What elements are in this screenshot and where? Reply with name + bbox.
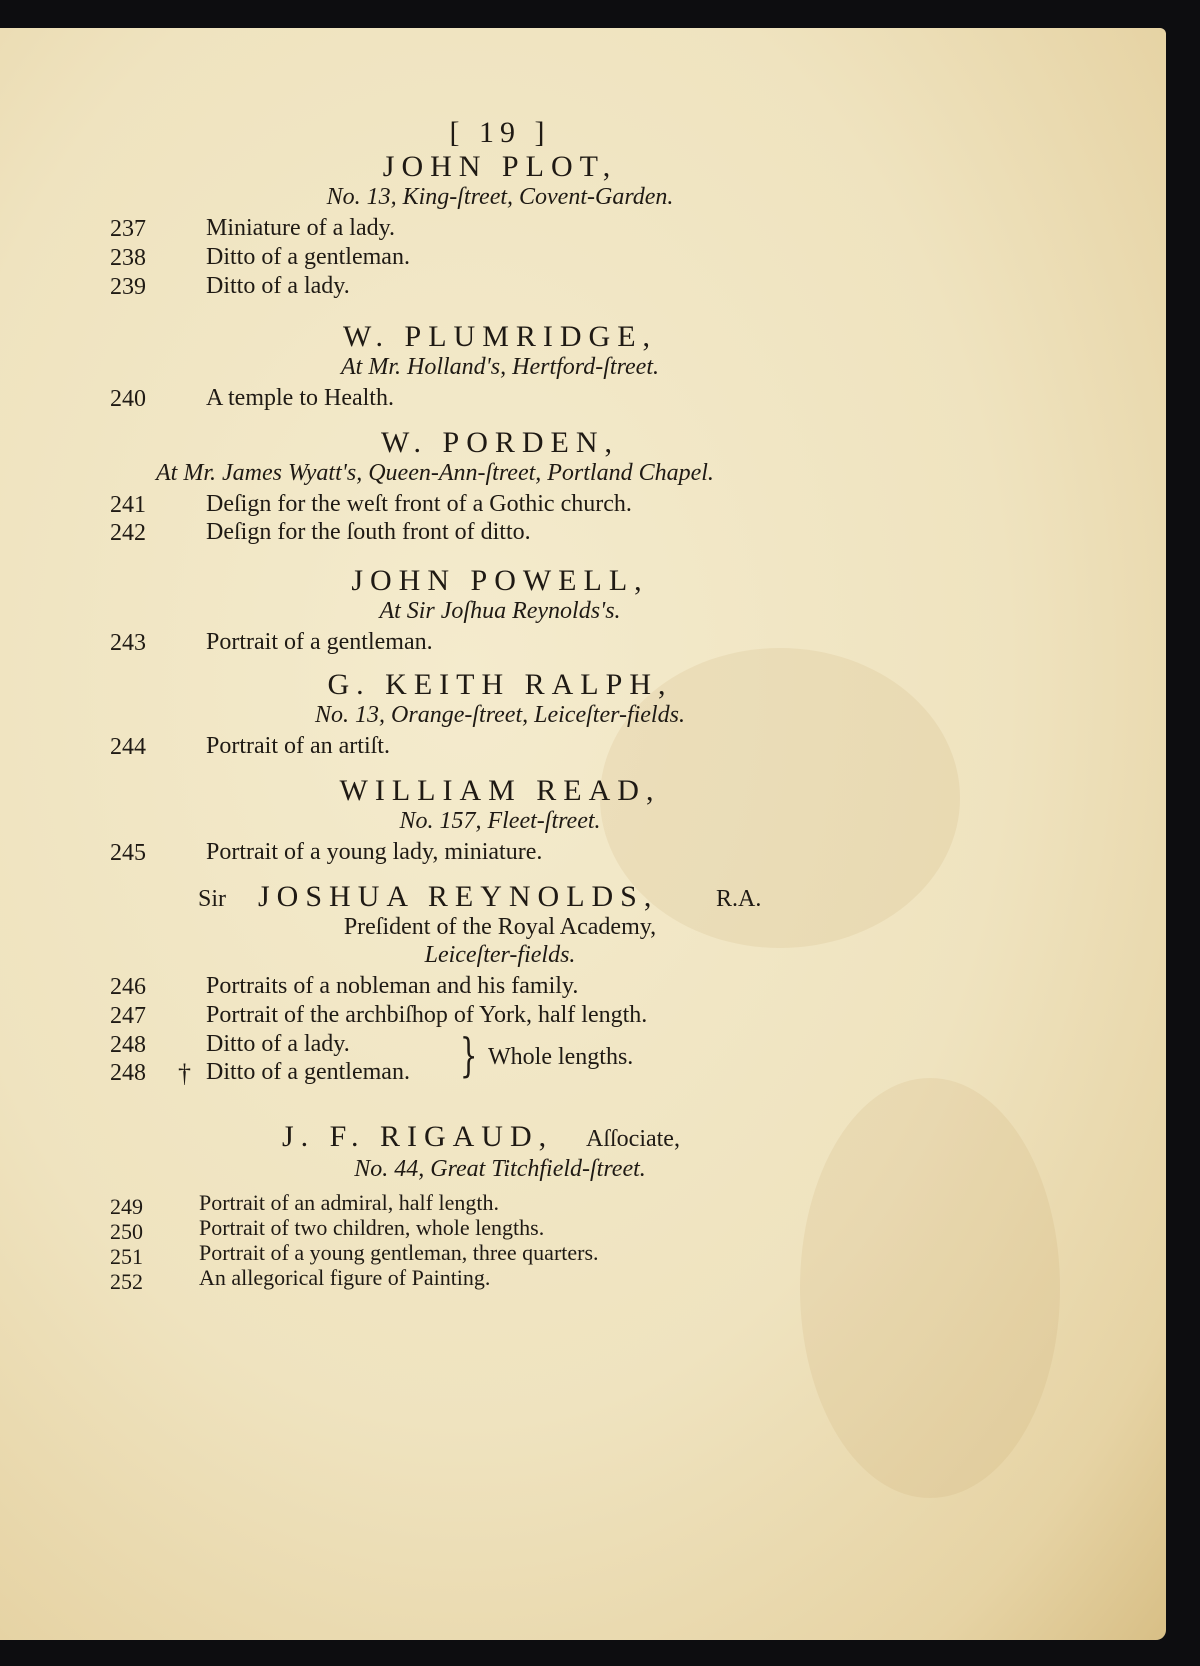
artist-name: JOHN POWELL,: [351, 564, 649, 597]
catalogue-number: 248: [110, 1032, 146, 1058]
catalogue-number: 245: [110, 840, 146, 866]
work-title: Deſign for the ſouth front of ditto.: [206, 519, 531, 545]
catalogue-number: 247: [110, 1003, 146, 1029]
work-title: Ditto of a lady.: [206, 273, 350, 299]
artist-name: W. PORDEN,: [380, 426, 620, 459]
catalogue-number: 241: [110, 492, 146, 518]
artist-name: W. PLUMRIDGE,: [342, 320, 658, 353]
artist-name: J. F. RIGAUD,: [282, 1120, 554, 1153]
artist-name: G. KEITH RALPH,: [327, 668, 673, 701]
bracket-note: Whole lengths.: [488, 1044, 634, 1070]
work-title: Ditto of a lady.: [206, 1031, 350, 1057]
artist-address: At Mr. James Wyatt's, Queen-Ann-ſtreet, Portland Chapel.: [156, 460, 714, 486]
artist-address: At Sir Joſhua Reynolds's.: [379, 598, 621, 624]
artist-address: No. 157, Fleet-ſtreet.: [399, 808, 601, 834]
page-number: [ 19 ]: [449, 116, 551, 149]
dagger-mark: †: [178, 1059, 191, 1088]
catalogue-number: 248: [110, 1060, 146, 1086]
brace-symbol: }: [459, 1028, 478, 1082]
catalogue-number: 240: [110, 386, 146, 412]
catalogue-number: 250: [110, 1219, 143, 1244]
artist-name: JOHN PLOT,: [382, 150, 618, 183]
work-title: Portrait of an admiral, half length.: [199, 1190, 499, 1215]
artist-address: Leiceſter-fields.: [424, 942, 576, 968]
work-title: Portraits of a nobleman and his family.: [206, 973, 579, 999]
artist-suffix: Aſſociate,: [586, 1126, 680, 1152]
work-title: Portrait of a gentleman.: [206, 629, 433, 655]
work-title: Portrait of an artiſt.: [206, 733, 390, 759]
catalogue-number: 251: [110, 1244, 143, 1269]
work-title: Miniature of a lady.: [206, 215, 396, 241]
work-title: An allegorical figure of Painting.: [199, 1265, 491, 1290]
work-title: Portrait of two children, whole lengths.: [199, 1215, 545, 1240]
catalogue-number: 239: [110, 274, 146, 300]
work-title: Ditto of a gentleman.: [206, 1059, 410, 1085]
artist-address: No. 13, Orange-ſtreet, Leiceſter-fields.: [315, 702, 685, 728]
work-title: A temple to Health.: [206, 385, 394, 411]
artist-name: WILLIAM READ,: [339, 774, 661, 807]
work-title: Portrait of the archbiſhop of York, half length.: [206, 1002, 648, 1028]
paper-stain: [800, 1078, 1060, 1498]
artist-name: JOSHUA REYNOLDS,: [258, 880, 659, 913]
book-page: [0, 28, 1166, 1640]
work-title: Ditto of a gentleman.: [206, 244, 410, 270]
catalogue-number: 237: [110, 216, 146, 242]
artist-address: At Mr. Holland's, Hertford-ſtreet.: [341, 354, 659, 380]
catalogue-number: 242: [110, 520, 146, 546]
artist-address: No. 13, King-ſtreet, Covent-Garden.: [326, 184, 674, 210]
artist-prefix: Sir: [198, 886, 227, 912]
artist-address: Preſident of the Royal Academy,: [343, 914, 657, 940]
artist-suffix: R.A.: [716, 886, 762, 912]
catalogue-number: 249: [110, 1194, 143, 1219]
artist-address: No. 44, Great Titchfield-ſtreet.: [354, 1156, 646, 1182]
catalogue-number: 252: [110, 1269, 143, 1294]
catalogue-number: 243: [110, 630, 146, 656]
work-title: Portrait of a young lady, miniature.: [206, 839, 543, 865]
catalogue-number: 238: [110, 245, 146, 271]
work-title: Portrait of a young gentleman, three quarters.: [199, 1240, 599, 1265]
work-title: Deſign for the weſt front of a Gothic church.: [206, 491, 632, 517]
catalogue-number: 246: [110, 974, 146, 1000]
catalogue-number: 244: [110, 734, 146, 760]
